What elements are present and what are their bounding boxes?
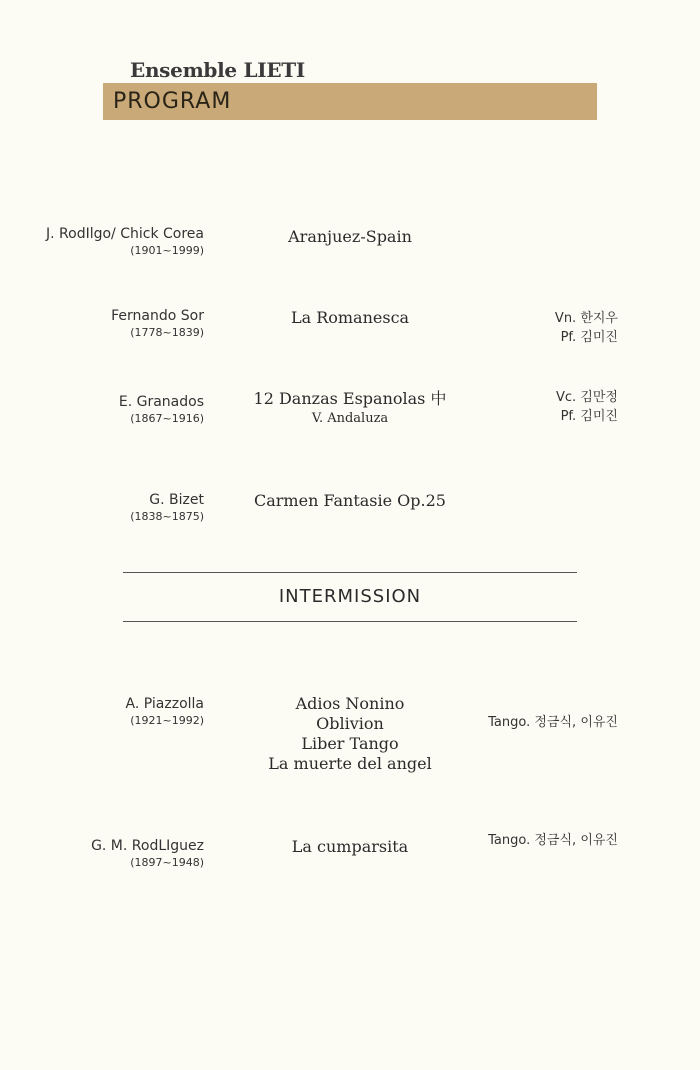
composer-name: J. RodIlgo/ Chick Corea	[46, 226, 204, 242]
work-subtitle: V. Andaluza	[311, 411, 389, 426]
composer-years: (1921~1992)	[130, 714, 204, 727]
composer-name: G. M. RodLIguez	[91, 838, 204, 854]
work-block	[200, 694, 500, 774]
program-title: PROGRAM	[113, 89, 232, 114]
performer: Pf. 김미진	[560, 330, 618, 345]
work-title: Adios Nonino	[295, 694, 405, 713]
work-title: Aranjuez-Spain	[288, 227, 412, 246]
composer-years: (1897~1948)	[130, 856, 204, 869]
performer: Vn. 한지우	[554, 311, 618, 326]
performer: Vc. 김만정	[556, 390, 618, 405]
divider-top	[123, 572, 577, 573]
composer-name: G. Bizet	[149, 492, 204, 508]
composer-block	[130, 491, 204, 525]
performer: Tango. 정금식, 이유진	[488, 833, 618, 848]
performer-block	[556, 388, 618, 426]
work-title: Oblivion	[316, 714, 384, 733]
work-block	[200, 227, 500, 247]
performer-block	[488, 831, 618, 850]
composer-years: (1901~1999)	[130, 244, 204, 257]
performer: Tango. 정금식, 이유진	[488, 715, 618, 730]
performer-block	[488, 713, 618, 732]
program-banner	[103, 83, 597, 120]
composer-block	[126, 695, 204, 729]
composer-block	[119, 393, 204, 427]
work-title: La muerte del angel	[268, 754, 432, 773]
work-title: La cumparsita	[291, 837, 409, 856]
performer: Pf. 김미진	[560, 409, 618, 424]
work-title: 12 Danzas Espanolas 中	[253, 389, 447, 408]
composer-years: (1867~1916)	[130, 412, 204, 425]
performer-block	[555, 309, 618, 347]
composer-block	[46, 225, 204, 259]
work-block	[200, 389, 500, 429]
composer-name: A. Piazzolla	[125, 696, 204, 712]
intermission-label: INTERMISSION	[278, 586, 422, 607]
composer-block	[111, 307, 204, 341]
work-block	[200, 837, 500, 857]
work-title: Carmen Fantasie Op.25	[254, 491, 446, 510]
composer-name: E. Granados	[118, 394, 204, 410]
work-block	[200, 491, 500, 511]
work-block	[200, 308, 500, 328]
composer-name: Fernando Sor	[111, 308, 204, 324]
work-title: Liber Tango	[301, 734, 399, 753]
ensemble-name: Ensemble LIETI	[130, 58, 305, 82]
divider-bottom	[123, 621, 577, 622]
work-title: La Romanesca	[290, 308, 410, 327]
composer-block	[91, 837, 204, 871]
composer-years: (1778~1839)	[130, 326, 204, 339]
composer-years: (1838~1875)	[130, 510, 204, 523]
